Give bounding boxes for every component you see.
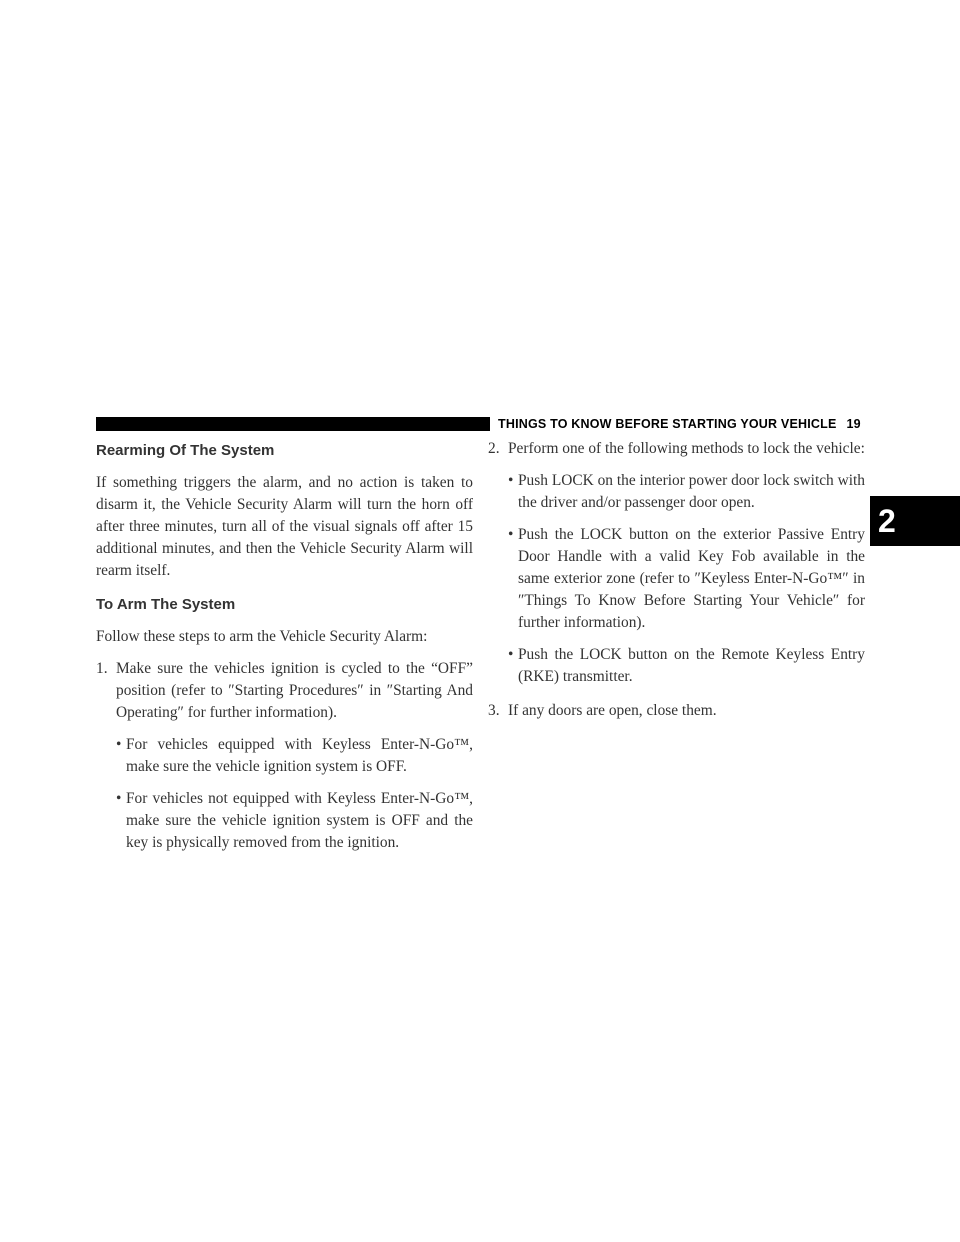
left-column (96, 438, 473, 854)
bullet-icon: • (116, 790, 122, 807)
right-column (488, 438, 865, 722)
list-item (508, 524, 865, 634)
step-2-bullets (508, 470, 865, 688)
bullet-text: For vehicles equipped with Keyless Enter-N-Go™, make sure the vehicle ignition system is OFF. (126, 736, 473, 775)
running-header-title: THINGS TO KNOW BEFORE STARTING YOUR VEHICLE (498, 417, 837, 431)
header-rule (96, 417, 490, 431)
bullet-icon: • (508, 646, 514, 663)
bullet-icon: • (508, 472, 514, 489)
step-3-number: 3. (488, 702, 500, 719)
step-3 (488, 700, 865, 722)
step-1-text: Make sure the vehicles ignition is cycled to the “OFF” position (refer to ″Starting Procedures″ in ″Starting And Operating″ for further information). (116, 660, 473, 721)
step-2-text: Perform one of the following methods to lock the vehicle: (508, 440, 865, 457)
step-2 (488, 438, 865, 460)
bullet-text: Push the LOCK button on the Remote Keyless Entry (RKE) transmitter. (518, 646, 865, 685)
list-item (508, 644, 865, 688)
bullet-text: Push the LOCK button on the exterior Passive Entry Door Handle with a valid Key Fob available in the same exterior zone (refer to ″Keyless Enter-N-Go™″ in ″Things To Know Before Starting Your Vehicle″ for further information). (518, 526, 865, 631)
bullet-text: Push LOCK on the interior power door lock switch with the driver and/or passenger door open. (518, 472, 865, 511)
list-item (116, 734, 473, 778)
running-header (498, 417, 861, 431)
step-3-text: If any doors are open, close them. (508, 702, 717, 719)
step-1-number: 1. (96, 660, 108, 677)
bullet-icon: • (508, 526, 514, 543)
step-1-bullets (116, 734, 473, 854)
heading-to-arm: To Arm The System (96, 596, 236, 613)
bullet-icon: • (116, 736, 122, 753)
list-item (508, 470, 865, 514)
bullet-text: For vehicles not equipped with Keyless Enter-N-Go™, make sure the vehicle ignition system is OFF and the key is physically removed from the ignition. (126, 790, 473, 851)
paragraph-to-arm: Follow these steps to arm the Vehicle Security Alarm: (96, 628, 428, 645)
heading-rearming: Rearming Of The System (96, 442, 275, 459)
step-2-number: 2. (488, 440, 500, 457)
page-number: 19 (846, 417, 861, 431)
chapter-tab: 2 (870, 496, 960, 546)
list-item (116, 788, 473, 854)
paragraph-rearming: If something triggers the alarm, and no action is taken to disarm it, the Vehicle Security Alarm will turn the horn off after three minutes, turn all of the visual signals off after 15 additional minutes, and then the Vehicle Security Alarm will rearm itself. (96, 474, 473, 579)
step-1 (96, 658, 473, 724)
